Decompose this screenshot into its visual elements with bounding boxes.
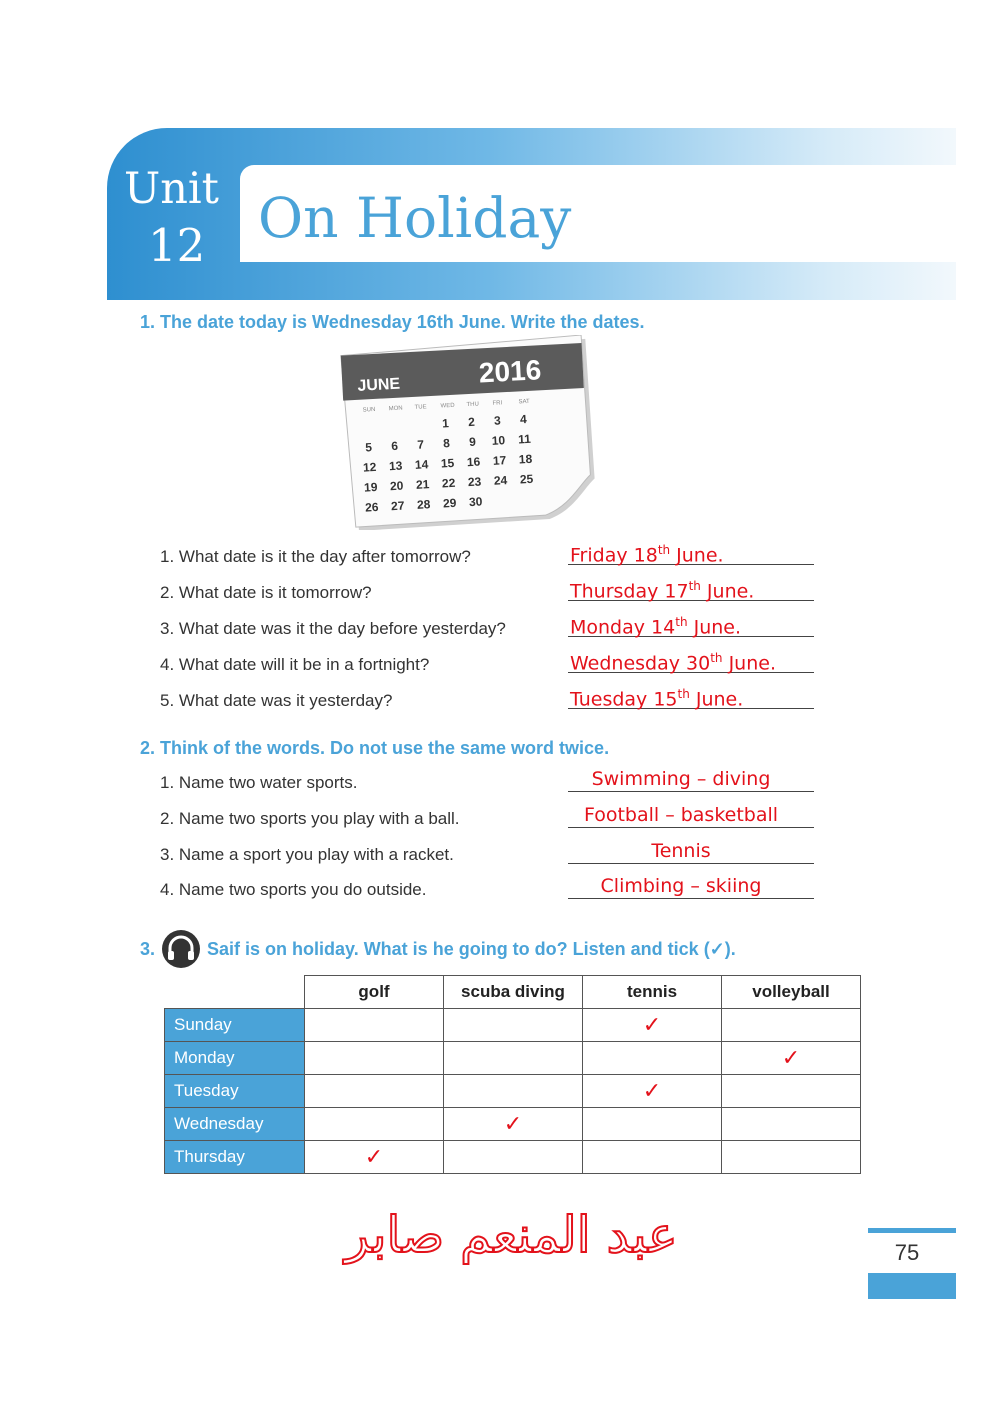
calendar-day: 14 — [414, 457, 429, 472]
question-text: 5. What date was it yesterday? — [160, 691, 393, 710]
calendar-day: 11 — [517, 431, 532, 447]
calendar-day: 3 — [493, 413, 502, 428]
answer-ordinal: th — [688, 579, 701, 593]
table-row — [165, 1141, 861, 1174]
answer-ordinal: th — [675, 615, 688, 629]
calendar-day: 13 — [388, 458, 403, 474]
tick-cell[interactable] — [722, 1075, 861, 1108]
answer-ordinal: th — [710, 651, 723, 665]
column-header: volleyball — [722, 976, 861, 1009]
answer-day: Tuesday 15 — [570, 688, 678, 711]
section3-heading: Saif is on holiday. What is he going to do? Listen and tick (✓). — [207, 939, 736, 959]
table-corner — [165, 976, 305, 1009]
calendar-day: 18 — [518, 451, 533, 467]
tick-cell[interactable]: ✓ — [583, 1075, 722, 1108]
tick-cell[interactable]: ✓ — [444, 1108, 583, 1141]
tick-cell[interactable] — [444, 1009, 583, 1042]
tick-cell[interactable] — [583, 1141, 722, 1174]
tick-cell[interactable] — [583, 1042, 722, 1075]
calendar-weekday: SAT — [518, 398, 530, 406]
day-label: Sunday — [165, 1009, 305, 1042]
day-label: Thursday — [165, 1141, 305, 1174]
answer-line[interactable] — [568, 827, 814, 828]
table-row — [165, 1009, 861, 1042]
answer-text — [570, 543, 724, 566]
question-text: 1. Name two water sports. — [160, 773, 358, 792]
calendar-day: 4 — [519, 412, 528, 427]
tick-cell[interactable] — [583, 1108, 722, 1141]
question-text: 2. Name two sports you play with a ball. — [160, 809, 460, 828]
tick-cell[interactable] — [305, 1075, 444, 1108]
column-header: golf — [305, 976, 444, 1009]
answer-text — [570, 615, 741, 638]
calendar-day: 5 — [364, 440, 373, 455]
answer-text — [570, 579, 754, 602]
calendar-weekday: TUE — [414, 404, 427, 411]
table-header-row — [165, 976, 861, 1009]
column-header: scuba diving — [444, 976, 583, 1009]
calendar-day: 30 — [468, 494, 483, 510]
answer-text: Swimming – diving — [591, 768, 771, 790]
calendar-day: 29 — [442, 495, 457, 511]
answer-day: Friday 18 — [570, 544, 658, 567]
activity-table — [164, 975, 861, 1174]
unit-number: 12 — [148, 219, 206, 272]
section1-heading: 1. The date today is Wednesday 16th June. Write the dates. — [140, 312, 645, 332]
tick-cell[interactable] — [722, 1108, 861, 1141]
calendar-day: 10 — [491, 433, 506, 448]
page-number-bar-bottom — [868, 1273, 956, 1299]
calendar-day: 16 — [466, 454, 481, 470]
calendar-weekday: FRI — [492, 400, 503, 407]
answer-month: June. — [700, 580, 755, 603]
calendar-weekday: WED — [440, 402, 455, 410]
calendar-month: JUNE — [357, 375, 401, 395]
tick-cell[interactable] — [444, 1141, 583, 1174]
question-text: 4. What date will it be in a fortnight? — [160, 655, 430, 674]
tick-cell[interactable] — [444, 1075, 583, 1108]
answer-line[interactable] — [568, 791, 814, 792]
section3-number: 3. — [140, 939, 156, 959]
tick-cell[interactable]: ✓ — [583, 1009, 722, 1042]
unit-label: Unit — [124, 164, 219, 214]
tick-cell[interactable] — [722, 1141, 861, 1174]
calendar-day: 6 — [390, 438, 399, 454]
tick-cell[interactable]: ✓ — [722, 1042, 861, 1075]
calendar-day: 22 — [441, 475, 456, 491]
calendar-day: 20 — [389, 478, 404, 494]
tick-cell[interactable] — [305, 1042, 444, 1075]
headphones-icon — [161, 929, 201, 969]
calendar-weekday: MON — [388, 405, 403, 413]
calendar-day: 24 — [493, 473, 508, 488]
answer-month: June. — [687, 616, 742, 639]
answer-text — [570, 687, 743, 710]
calendar-day: 26 — [364, 499, 379, 515]
calendar-day: 17 — [492, 453, 507, 468]
calendar-image — [340, 335, 600, 530]
answer-text: Football – basketball — [583, 804, 779, 826]
calendar-day: 8 — [442, 436, 451, 451]
calendar-day: 27 — [390, 498, 405, 514]
question-text: 3. Name a sport you play with a racket. — [160, 845, 454, 864]
page-number-bar-top — [868, 1228, 956, 1233]
table-row — [165, 1042, 861, 1075]
calendar-day: 21 — [415, 477, 430, 492]
calendar-day: 19 — [363, 479, 378, 495]
table-row — [165, 1075, 861, 1108]
calendar-day: 2 — [467, 414, 476, 430]
calendar-weekday: THU — [466, 401, 480, 409]
calendar-day: 12 — [362, 459, 377, 475]
column-header: tennis — [583, 976, 722, 1009]
page-title: On Holiday — [258, 186, 572, 250]
answer-text: Tennis — [651, 840, 711, 862]
calendar-day: 15 — [440, 455, 455, 471]
calendar-day: 7 — [416, 437, 425, 452]
tick-cell[interactable] — [305, 1009, 444, 1042]
tick-cell[interactable] — [305, 1108, 444, 1141]
day-label: Tuesday — [165, 1075, 305, 1108]
calendar-day: 1 — [441, 416, 450, 431]
section2-heading: 2. Think of the words. Do not use the same word twice. — [140, 738, 610, 758]
question-text: 1. What date is it the day after tomorrow? — [160, 547, 471, 566]
answer-ordinal: th — [677, 687, 690, 701]
answer-line[interactable] — [568, 863, 814, 864]
calendar-day: 9 — [468, 434, 477, 450]
tick-cell[interactable]: ✓ — [305, 1141, 444, 1174]
question-text: 4. Name two sports you do outside. — [160, 880, 427, 899]
tick-cell[interactable] — [722, 1009, 861, 1042]
answer-text — [570, 651, 776, 674]
calendar-day: 23 — [467, 474, 482, 490]
answer-month: June. — [722, 652, 776, 675]
answer-text: Climbing – skiing — [600, 875, 762, 897]
answer-day: Thursday 17 — [570, 580, 689, 603]
day-label: Wednesday — [165, 1108, 305, 1141]
answer-month: June. — [689, 688, 744, 711]
calendar-weekday: SUN — [362, 406, 376, 414]
answer-ordinal: th — [657, 543, 671, 557]
answer-day: Monday 14 — [570, 616, 676, 639]
day-label: Monday — [165, 1042, 305, 1075]
table-row — [165, 1108, 861, 1141]
calendar-day: 28 — [416, 497, 431, 512]
handwritten-signature: عبد المنعم صابر — [345, 1206, 678, 1264]
tick-cell[interactable] — [444, 1042, 583, 1075]
calendar-year: 2016 — [478, 354, 542, 389]
question-text: 3. What date was it the day before yesterday? — [160, 619, 506, 638]
answer-day: Wednesday 30 — [570, 652, 711, 675]
question-text: 2. What date is it tomorrow? — [160, 583, 372, 602]
page-number: 75 — [894, 1240, 920, 1265]
answer-line[interactable] — [568, 898, 814, 899]
calendar-day: 25 — [519, 471, 534, 487]
answer-month: June. — [670, 544, 724, 567]
